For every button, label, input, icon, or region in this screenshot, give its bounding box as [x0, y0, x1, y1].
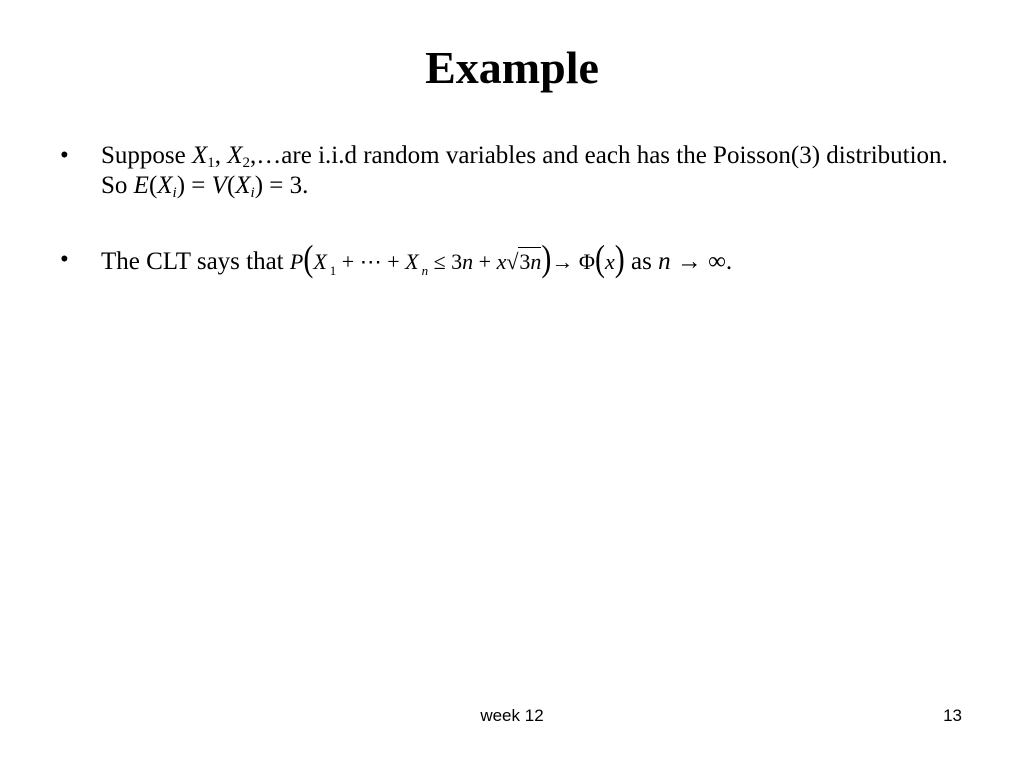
bullet-dot: •	[60, 142, 69, 169]
text-segment: ,	[214, 142, 228, 169]
var-x: X	[313, 249, 327, 274]
var-n: n	[658, 248, 671, 275]
subscript-1: 1	[207, 155, 215, 171]
bullet-text	[101, 141, 961, 201]
paren: (	[148, 172, 158, 199]
text-segment: ) =	[176, 172, 212, 199]
text-segment: → ∞.	[670, 248, 733, 275]
footer-week-label: week 12	[480, 706, 544, 725]
text-segment: ) = 3.	[254, 172, 309, 199]
var-xi: X	[235, 172, 251, 199]
sqrt-expression	[506, 247, 541, 274]
sqrt-symbol: √	[506, 249, 519, 274]
plus-sign: +	[473, 249, 497, 274]
text-segment: Suppose	[101, 142, 192, 169]
var-n: n	[462, 249, 474, 274]
page-number: 13	[943, 706, 962, 725]
text-segment: ,…are i.i.d random variables and each has the Poisson(3) distribution. So	[101, 142, 948, 199]
var-x: X	[405, 249, 419, 274]
subscript-i: i	[250, 185, 255, 201]
leq-three: ≤ 3	[428, 249, 463, 274]
subscript-i: i	[172, 185, 177, 201]
subscript-2: 2	[242, 155, 251, 171]
var-x2: X	[227, 142, 243, 169]
big-left-paren: (	[303, 238, 314, 280]
var-v: V	[211, 172, 227, 199]
var-n: n	[530, 249, 542, 274]
text-segment: as	[624, 248, 659, 275]
var-p: P	[289, 249, 304, 274]
plus-dots: + ⋯ +	[336, 249, 406, 274]
var-e: E	[133, 172, 149, 199]
phi-right-paren: )	[614, 238, 625, 280]
bullet-dot: •	[60, 246, 69, 273]
text-segment: The CLT says that	[101, 248, 290, 275]
var-xi: X	[157, 172, 173, 199]
sqrt-radicand	[518, 247, 541, 274]
sqrt-three: 3	[519, 249, 531, 274]
paren: (	[226, 172, 236, 199]
subscript-1: 1	[329, 263, 337, 278]
phi-left-paren: (	[595, 238, 606, 280]
subscript-n: n	[421, 263, 429, 278]
var-x: x	[605, 249, 615, 274]
var-x-small: x	[496, 249, 507, 274]
clt-formula	[289, 238, 625, 280]
var-x1: X	[191, 142, 208, 169]
big-right-paren: )	[541, 238, 552, 280]
bullet-text	[101, 238, 961, 280]
arrow-phi: → Φ	[551, 249, 596, 274]
slide-title: Example	[425, 42, 599, 93]
